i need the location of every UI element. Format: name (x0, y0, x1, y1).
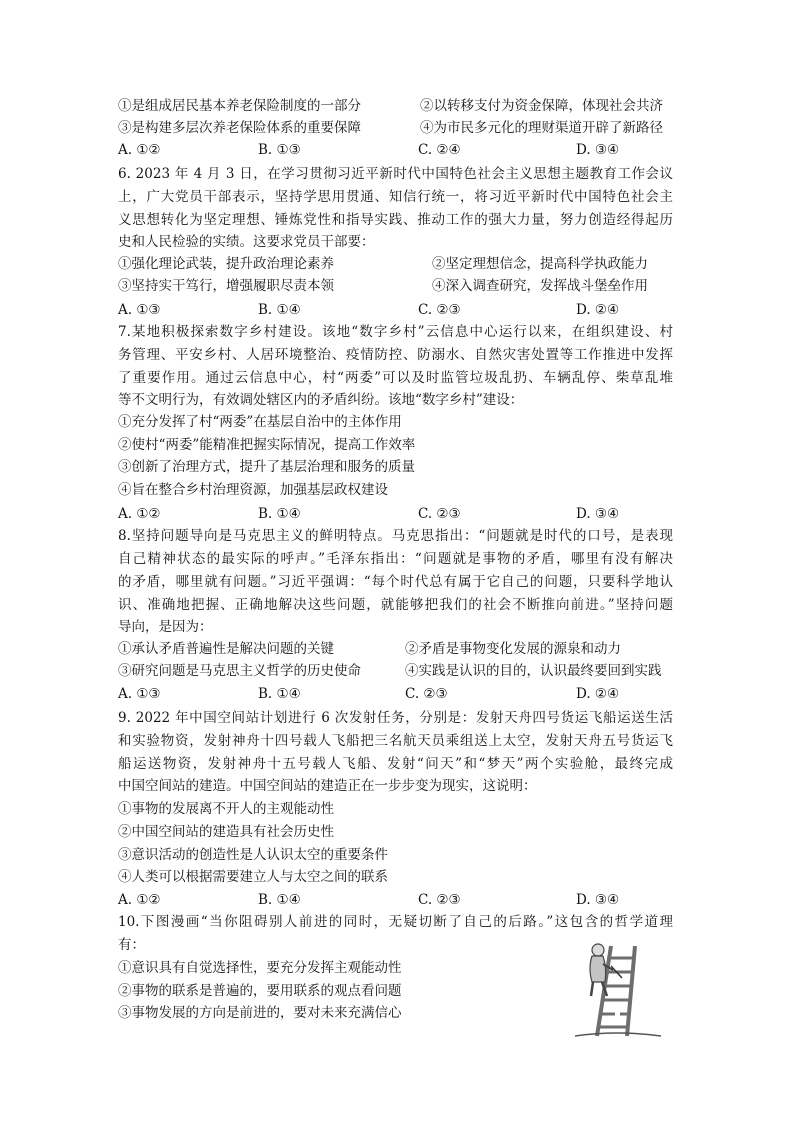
q9-option-d: D. ③④ (576, 892, 620, 908)
q7-option-a: A. ①② (118, 506, 161, 522)
q10-item-1: ①意识具有自觉选择性，要充分发挥主观能动性 (118, 960, 402, 976)
q9-item-2: ②中国空间站的建造具有社会历史性 (118, 824, 334, 840)
q8-item-4: ④实践是认识的目的，认识最终要回到实践 (405, 663, 662, 679)
q8-item-2: ②矛盾是事物变化发展的源泉和动力 (405, 641, 621, 657)
q7-stem-line-4: 等不文明行为，有效调处辖区内的矛盾纠纷。该地“数字乡村”建设： (118, 392, 524, 408)
q9-stem-line-1: 9. 2022 年中国空间站计划进行 6 次发射任务，分别是：发射天舟四号货运飞船运送生活 (118, 710, 673, 726)
q7-stem-line-2: 务管理、平安乡村、人居环境整治、疫情防控、防溺水、自然灾害处置等工作推进中发挥 (118, 347, 673, 363)
q6-option-c: C. ②③ (418, 302, 461, 318)
q8-stem-line-4: 识、准确地把握、正确地解决这些问题，就能够把我们的社会不断推向前进。”坚持问题 (118, 597, 673, 613)
q8-stem-line-5: 导向，是因为： (118, 619, 213, 635)
q6-item-3: ③坚持实干笃行，增强履职尽责本领 (118, 278, 334, 294)
q5-option-d: D. ③④ (576, 142, 620, 158)
q9-item-1: ①事物的发展离不开人的主观能动性 (118, 801, 334, 817)
q9-stem-line-3: 船运送物资，发射神舟十五号载人飞船、发射“问天”和“梦天”两个实验舱，最终完成 (118, 756, 673, 772)
q7-item-4: ④旨在整合乡村治理资源，加强基层政权建设 (118, 482, 388, 498)
q8-item-3: ③研究问题是马克思主义哲学的历史使命 (118, 663, 361, 679)
q8-item-1: ①承认矛盾普遍性是解决问题的关键 (118, 641, 334, 657)
q6-option-a: A. ①③ (118, 302, 161, 318)
q5-option-c: C. ②④ (418, 142, 461, 158)
q9-stem-line-4: 中国空间站的建造。中国空间站的建造正在一步步变为现实，这说明： (118, 778, 537, 794)
q9-stem-line-2: 和实验物资，发射神舟十四号载人飞船把三名航天员乘组送上太空，发射天舟五号货运飞 (118, 733, 673, 749)
q9-option-a: A. ①② (118, 892, 161, 908)
q6-option-b: B. ①④ (258, 302, 301, 318)
q6-item-4: ④深入调查研究，发挥战斗堡垒作用 (432, 278, 648, 294)
q7-item-3: ③创新了治理方式，提升了基层治理和服务的质量 (118, 459, 415, 475)
q8-stem-line-2: 自己精神状态的最实际的呼声。”毛泽东指出：“问题就是事物的矛盾，哪里有没有解决 (118, 551, 673, 567)
q6-item-1: ①强化理论武装，提升政治理论素养 (118, 256, 334, 272)
q8-stem-line-3: 的矛盾，哪里就有问题。”习近平强调：“每个时代总有属于它自己的问题，只要科学地认 (118, 574, 673, 590)
q7-stem-line-3: 了重要作用。通过云信息中心，村“两委”可以及时监管垃圾乱扔、车辆乱停、柴草乱堆 (118, 370, 673, 386)
q7-stem-line-1: 7.某地积极探索数字乡村建设。该地“数字乡村”云信息中心运行以来，在组织建设、村 (118, 324, 673, 340)
ladder-cartoon-image (575, 940, 661, 1038)
q6-stem-line-3: 义思想转化为坚定理想、锤炼党性和指导实践、推动工作的强大力量，努力创造经得起历 (118, 212, 673, 228)
q8-option-b: B. ①④ (258, 686, 301, 702)
q8-stem-line-1: 8.坚持问题导向是马克思主义的鲜明特点。马克思指出：“问题就是时代的口号，是表现 (118, 528, 673, 544)
q7-option-d: D. ③④ (576, 506, 620, 522)
q9-option-c: C. ②③ (418, 892, 461, 908)
q5-item-3: ③是构建多层次养老保险体系的重要保障 (118, 120, 361, 136)
q5-option-b: B. ①③ (258, 142, 301, 158)
q10-item-3: ③事物发展的方向是前进的，要对未来充满信心 (118, 1005, 402, 1021)
ground-line (575, 1033, 661, 1036)
q6-item-2: ②坚定理想信念，提高科学执政能力 (432, 256, 648, 272)
q7-item-2: ②使村“两委”能精准把握实际情况，提高工作效率 (118, 437, 416, 453)
q5-item-2: ②以转移支付为资金保障，体现社会共济 (420, 98, 663, 114)
q7-item-1: ①充分发挥了村“两委”在基层自治中的主体作用 (118, 414, 402, 430)
q9-item-3: ③意识活动的创造性是人认识太空的重要条件 (118, 847, 388, 863)
q5-option-a: A. ①② (118, 142, 161, 158)
q6-option-d: D. ②④ (576, 302, 620, 318)
q8-option-c: C. ②③ (405, 686, 448, 702)
q10-item-2: ②事物的联系是普遍的，要用联系的观点看问题 (118, 983, 402, 999)
q10-stem-line-1: 10.下图漫画“当你阻碍别人前进的同时，无疑切断了自己的后路。”这包含的哲学道理 (118, 914, 673, 930)
q7-option-c: C. ②③ (418, 506, 461, 522)
q7-option-b: B. ①④ (258, 506, 301, 522)
q9-option-b: B. ①④ (258, 892, 301, 908)
q5-item-1: ①是组成居民基本养老保险制度的一部分 (118, 98, 361, 114)
q6-stem-line-1: 6. 2023 年 4 月 3 日，在学习贯彻习近平新时代中国特色社会主义思想主题教育工作会议 (118, 166, 673, 182)
q9-item-4: ④人类可以根据需要建立人与太空之间的联系 (118, 869, 388, 885)
q10-stem-line-2: 有： (118, 937, 145, 953)
q6-stem-line-4: 史和人民检验的实绩。这要求党员干部要： (118, 234, 375, 250)
q8-option-d: D. ②④ (576, 686, 620, 702)
q6-stem-line-2: 上，广大党员干部表示，坚持学思用贯通、知信行统一，将习近平新时代中国特色社会主 (118, 189, 673, 205)
q5-item-4: ④为市民多元化的理财渠道开辟了新路径 (420, 120, 663, 136)
q8-option-a: A. ①③ (118, 686, 161, 702)
